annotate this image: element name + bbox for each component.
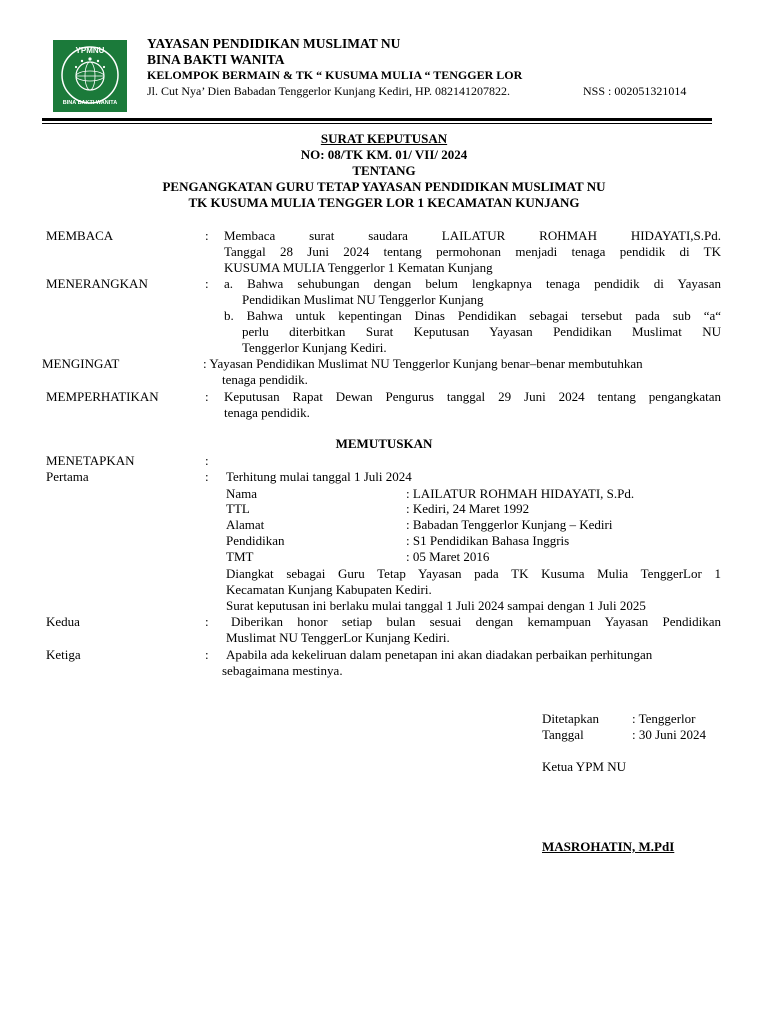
pertama-colon: : <box>205 469 209 484</box>
doc-subject-line2: TK KUSUMA MULIA TENGGER LOR 1 KECAMATAN KUNJANG <box>188 195 580 210</box>
field-ttl-key: TTL <box>226 501 250 516</box>
membaca-label: MEMBACA <box>46 228 114 243</box>
field-tmt-value: : 05 Maret 2016 <box>406 549 490 564</box>
kedua-line1: Diberikan honor setiap bulan sesuai dengan kemampuan Yayasan Pendidikan <box>231 614 721 629</box>
field-nama-key: Nama <box>226 486 258 501</box>
letterhead-divider-thin <box>42 123 712 124</box>
membaca-line3: KUSUMA MULIA Tenggerlor 1 Kematan Kunjang <box>224 260 493 275</box>
ypmnu-emblem-icon <box>53 40 127 112</box>
field-alamat-value: : Babadan Tenggerlor Kunjang – Kediri <box>406 517 613 532</box>
menerangkan-a-line1: a. Bahwa sehubungan dengan belum lengkapnya tenaga pendidik di Yayasan <box>224 276 721 291</box>
menetapkan-label: MENETAPKAN <box>46 453 135 468</box>
menerangkan-a-line2: Pendidikan Muslimat NU Tenggerlor Kunjang <box>242 292 484 307</box>
org-address: Jl. Cut Nya’ Dien Babadan Tenggerlor Kunjang Kediri, HP. 082141207822. <box>147 84 510 98</box>
logo-bottom-text: BINA BAKTI WANITA <box>62 100 118 106</box>
field-pendidikan-key: Pendidikan <box>226 533 285 548</box>
org-name-line2: BINA BAKTI WANITA <box>147 52 285 67</box>
ditetapkan-value: : Tenggerlor <box>632 711 696 726</box>
mengingat-label: MENGINGAT <box>42 356 120 371</box>
ketiga-colon: : <box>205 647 209 662</box>
tanggal-value: : 30 Juni 2024 <box>632 727 707 742</box>
field-tmt-key: TMT <box>226 549 254 564</box>
menerangkan-colon: : <box>205 276 209 291</box>
membaca-line2: Tanggal 28 Juni 2024 tentang permohonan menjadi tenaga pendidik di TK <box>224 244 721 259</box>
org-name-line1: YAYASAN PENDIDIKAN MUSLIMAT NU <box>147 36 401 51</box>
signatory-name: MASROHATIN, M.PdI <box>542 839 675 854</box>
memperhatikan-label: MEMPERHATIKAN <box>46 389 159 404</box>
ketiga-line1: Apabila ada kekeliruan dalam penetapan ini akan diadakan perbaikan perhitungan <box>226 647 653 662</box>
signatory-position: Ketua YPM NU <box>542 759 627 774</box>
menetapkan-colon: : <box>205 453 209 468</box>
doc-title: SURAT KEPUTUSAN <box>320 131 448 146</box>
tanggal-label: Tanggal <box>542 727 584 742</box>
mengingat-line1: : Yayasan Pendidikan Muslimat NU Tenggerlor Kunjang benar–benar membutuhkan <box>203 356 643 371</box>
pertama-para3: Surat keputusan ini berlaku mulai tanggal 1 Juli 2024 sampai dengan 1 Juli 2025 <box>226 598 646 613</box>
doc-tentang: TENTANG <box>352 163 416 178</box>
org-name-line3: KELOMPOK BERMAIN & TK “ KUSUMA MULIA “ TENGGER LOR <box>147 68 523 82</box>
membaca-colon: : <box>205 228 209 243</box>
pertama-intro: Terhitung mulai tanggal 1 Juli 2024 <box>226 469 412 484</box>
memperhatikan-line1: Keputusan Rapat Dewan Pengurus tanggal 29 Juni 2024 tentang pengangkatan <box>224 389 721 404</box>
kedua-colon: : <box>205 614 209 629</box>
doc-subject-line1: PENGANGKATAN GURU TETAP YAYASAN PENDIDIKAN MUSLIMAT NU <box>162 179 606 194</box>
field-nama-value: : LAILATUR ROHMAH HIDAYATI, S.Pd. <box>406 486 635 501</box>
pertama-para2: Kecamatan Kunjang Kabupaten Kediri. <box>226 582 432 597</box>
ditetapkan-label: Ditetapkan <box>542 711 600 726</box>
pertama-para1: Diangkat sebagai Guru Tetap Yayasan pada TK Kusuma Mulia TenggerLor 1 <box>226 566 721 581</box>
memperhatikan-line2: tenaga pendidik. <box>224 405 310 420</box>
org-nss: NSS : 002051321014 <box>583 84 687 98</box>
mengingat-line2: tenaga pendidik. <box>222 372 308 387</box>
letterhead-divider-thick <box>42 118 712 121</box>
menerangkan-b-line2: perlu diterbitkan Surat Keputusan Yayasan Pendidikan Muslimat NU <box>242 324 721 339</box>
field-pendidikan-value: : S1 Pendidikan Bahasa Inggris <box>406 533 570 548</box>
menerangkan-b-line3: Tenggerlor Kunjang Kediri. <box>242 340 387 355</box>
membaca-line1: Membaca surat saudara LAILATUR ROHMAH HIDAYATI,S.Pd. <box>224 228 721 243</box>
ketiga-label: Ketiga <box>46 647 81 662</box>
kedua-label: Kedua <box>46 614 80 629</box>
menerangkan-label: MENERANGKAN <box>46 276 148 291</box>
logo-top-text: YPMNU <box>75 46 105 55</box>
field-alamat-key: Alamat <box>226 517 265 532</box>
memperhatikan-colon: : <box>205 389 209 404</box>
ketiga-line2: sebagaimana mestinya. <box>222 663 343 678</box>
field-ttl-value: : Kediri, 24 Maret 1992 <box>406 501 530 516</box>
pertama-label: Pertama <box>46 469 89 484</box>
kedua-line2: Muslimat NU TenggerLor Kunjang Kediri. <box>226 630 450 645</box>
organization-logo <box>53 40 127 112</box>
memutuskan-heading: MEMUTUSKAN <box>335 436 433 451</box>
doc-number: NO: 08/TK KM. 01/ VII/ 2024 <box>300 147 468 162</box>
menerangkan-b-line1: b. Bahwa untuk kepentingan Dinas Pendidikan sebagai tersebut pada sub “a“ <box>224 308 721 323</box>
